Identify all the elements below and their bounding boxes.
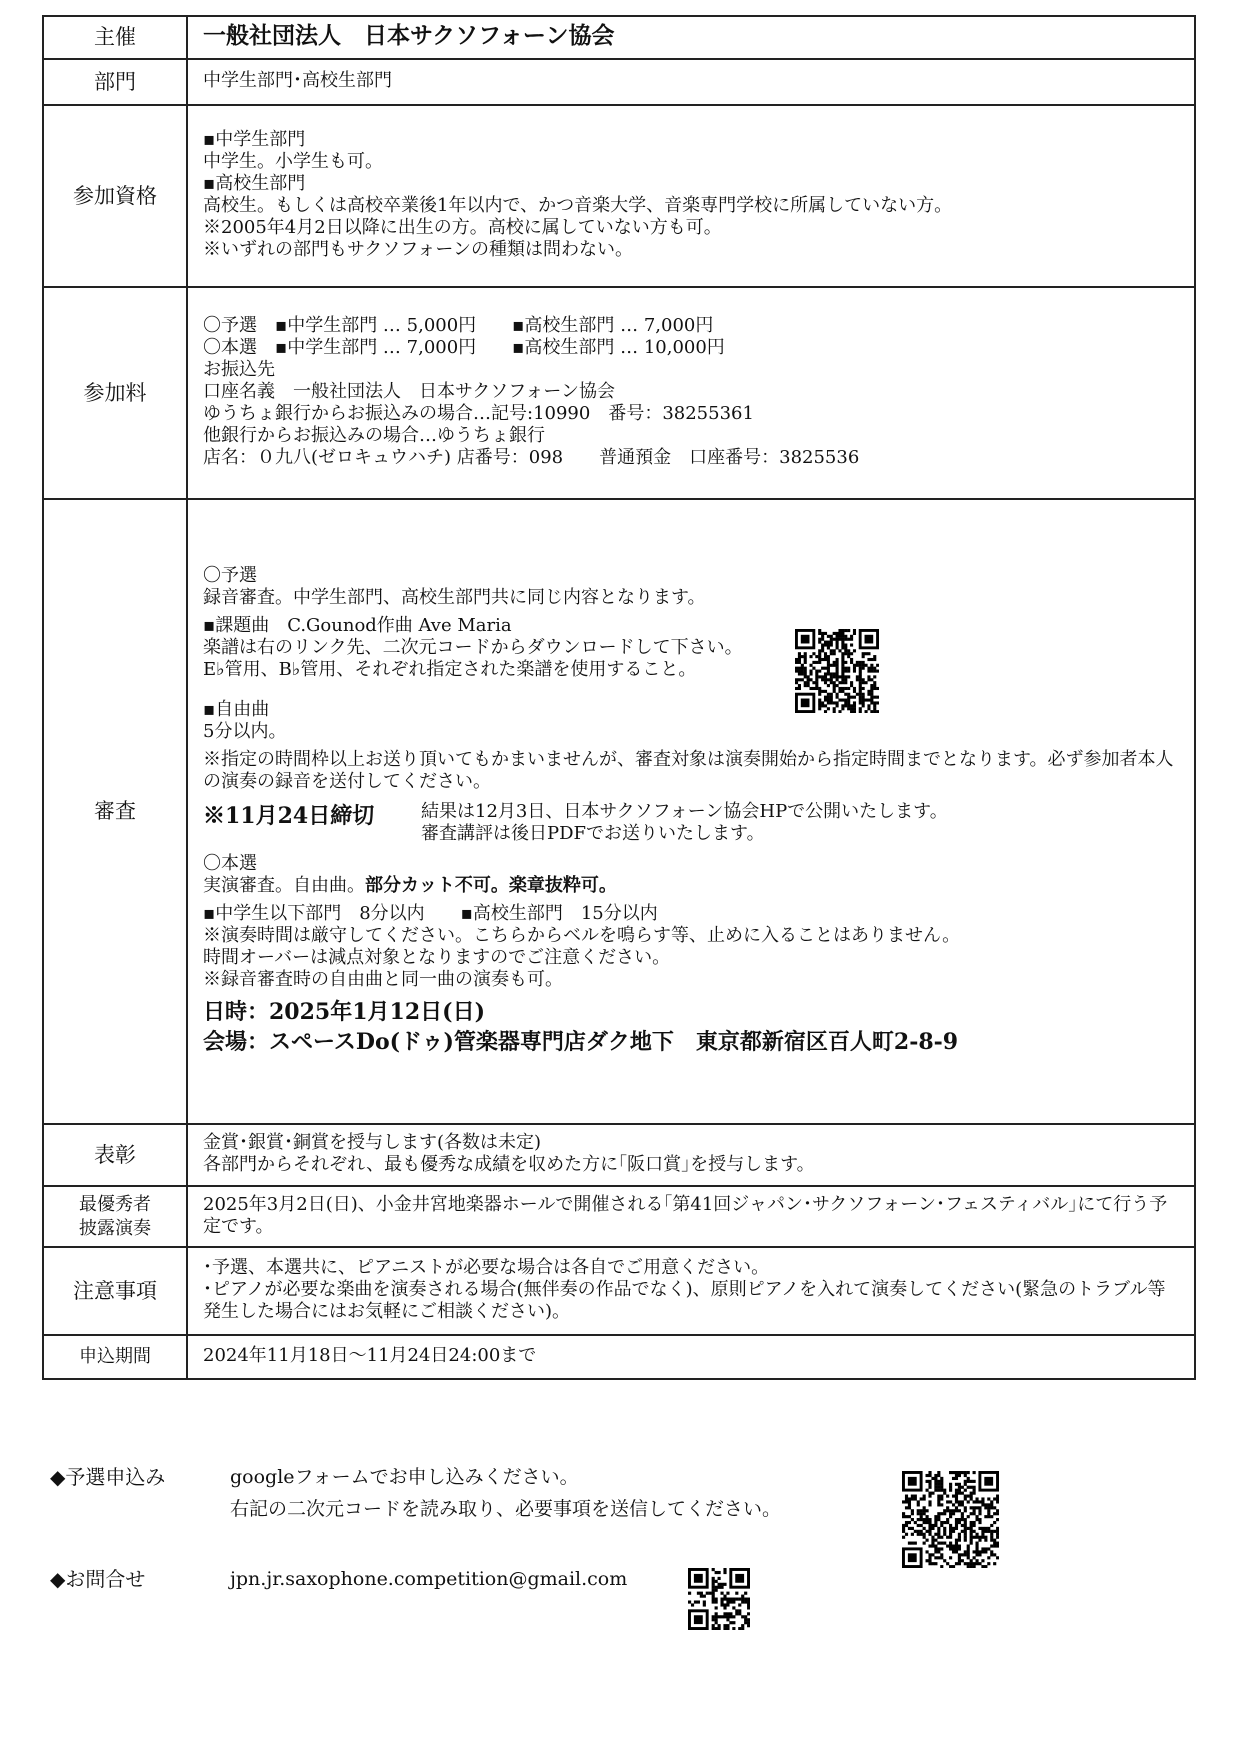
apply-text [230, 1464, 781, 1522]
eligibility-line: 中学生。小学生も可。 [203, 151, 383, 172]
exam-prelim [203, 565, 1180, 1057]
division-value: 中学生部門･高校生部門 [187, 59, 1195, 105]
apply-line: googleフォームでお申し込みください。 [230, 1466, 579, 1488]
eligibility-line: ※2005年4月2日以降に出生の方。高校に属していない方も可。 [203, 217, 722, 238]
final-note: ※演奏時間は厳守してください。こちらからベルを鳴らす等、止めに入ることはありません。 [203, 924, 961, 946]
final-note: 時間オーバーは減点対象となりますのでご注意ください。 [203, 946, 671, 968]
fee-line: 〇予選 ▪中学生部門 … 5,000円 ▪高校生部門 … 7,000円 [203, 315, 714, 336]
notes-line: ･ピアノが必要な楽曲を演奏される場合(無伴奏の作品でなく)、原則ピアノを入れて演奏してください(緊急のトラブル等発生した場合にはお気軽にご相談ください)。 [203, 1279, 1166, 1322]
info-table [42, 15, 1196, 1380]
contact-qr-code-icon[interactable] [688, 1568, 750, 1630]
set-piece: ▪課題曲 C.Gounod作曲 Ave Maria [203, 614, 512, 636]
final-heading: 〇本選 [203, 852, 257, 874]
free-piece-limit: 5分以内。 [203, 720, 287, 742]
row-showcase [43, 1186, 1195, 1247]
showcase-label-line: 披露演奏 [79, 1217, 151, 1239]
apply-section [50, 1464, 870, 1524]
period-label: 申込期間 [43, 1335, 187, 1379]
fee-line: ゆうちょ銀行からお振込みの場合…記号:10990 番号：38255361 [203, 403, 754, 424]
row-fee [43, 287, 1195, 499]
contact-section [50, 1566, 690, 1596]
showcase-label-line: 最優秀者 [79, 1193, 151, 1215]
eligibility-label: 参加資格 [43, 105, 187, 287]
row-division [43, 59, 1195, 105]
fee-line: お振込先 [203, 359, 275, 380]
deadline: ※11月24日締切 [203, 802, 375, 829]
row-period [43, 1335, 1195, 1379]
fee-line: 店名：０九八(ゼロキュウハチ) 店番号：098 普通預金 口座番号：3825536 [203, 447, 860, 468]
contact-label: ◆お問合せ [50, 1567, 146, 1591]
score-qr-code-icon[interactable] [795, 629, 879, 713]
apply-line: 右記の二次元コードを読み取り、必要事項を送信してください。 [230, 1498, 782, 1520]
organizer-value: 一般社団法人 日本サクソフォーン協会 [203, 21, 615, 49]
row-exam [43, 499, 1195, 1124]
final-text [203, 875, 1180, 897]
free-piece: ▪自由曲 [203, 698, 270, 720]
organizer-label: 主催 [43, 16, 187, 59]
award-line: 各部門からそれぞれ、最も優秀な成績を収めた方に｢阪口賞｣を授与します。 [203, 1154, 815, 1175]
set-piece-note: 楽譜は右のリンク先、二次元コードからダウンロードして下さい。 [203, 636, 743, 658]
apply-form-qr-code-icon[interactable] [902, 1471, 999, 1568]
exam-label: 審査 [43, 499, 187, 1124]
row-award [43, 1124, 1195, 1186]
free-piece-note: ※指定の時間枠以上お送り頂いてもかまいませんが、審査対象は演奏開始から指定時間までとなります。必ず参加者本人の演奏の録音を送付してください。 [203, 748, 1174, 792]
eligibility-line: ▪中学生部門 [203, 129, 306, 150]
result-line: 審査講評は後日PDFでお送りいたします。 [421, 822, 765, 844]
award-label: 表彰 [43, 1124, 187, 1186]
final-date: 日時：2025年1月12日(日) [203, 998, 485, 1025]
prelim-text: 録音審査。中学生部門、高校生部門共に同じ内容となります。 [203, 586, 706, 608]
fee-line: 他銀行からお振込みの場合…ゆうちょ銀行 [203, 425, 545, 446]
set-piece-note: E♭管用、B♭管用、それぞれ指定された楽譜を使用すること。 [203, 658, 697, 680]
final-text-a: 実演審査。自由曲。 [203, 874, 365, 896]
deadline-row [203, 801, 1180, 845]
division-label: 部門 [43, 59, 187, 105]
final-text-b: 部分カット不可。楽章抜粋可。 [365, 874, 617, 896]
final-time: ▪中学生以下部門 8分以内 ▪高校生部門 15分以内 [203, 902, 658, 924]
fee-label: 参加料 [43, 287, 187, 499]
final-venue: 会場：スペースDo(ドゥ)管楽器専門店ダク地下 東京都新宿区百人町2-8-9 [203, 1028, 959, 1055]
eligibility-line: ▪高校生部門 [203, 173, 306, 194]
fee-line: 〇本選 ▪中学生部門 … 7,000円 ▪高校生部門 … 10,000円 [203, 337, 725, 358]
showcase-text: 2025年3月2日(日)、小金井宮地楽器ホールで開催される｢第41回ジャパン･サクソフォーン･フェスティバル｣にて行う予定です。 [187, 1186, 1195, 1247]
showcase-label [43, 1186, 187, 1247]
contact-email[interactable]: jpn.jr.saxophone.competition@gmail.com [230, 1568, 628, 1590]
final-note: ※録音審査時の自由曲と同一曲の演奏も可。 [203, 968, 563, 990]
notes-line: ･予選、本選共に、ピアニストが必要な場合は各自でご用意ください。 [203, 1257, 770, 1278]
notes-label: 注意事項 [43, 1247, 187, 1335]
result-line: 結果は12月3日、日本サクソフォーン協会HPで公開いたします。 [421, 800, 948, 822]
apply-label: ◆予選申込み [50, 1465, 166, 1489]
row-eligibility [43, 105, 1195, 287]
row-notes [43, 1247, 1195, 1335]
eligibility-line: ※いずれの部門もサクソフォーンの種類は問わない。 [203, 239, 634, 260]
eligibility-line: 高校生。もしくは高校卒業後1年以内で、かつ音楽大学、音楽専門学校に所属していない方。 [203, 195, 953, 216]
row-organizer [43, 16, 1195, 59]
prelim-heading: 〇予選 [203, 564, 257, 586]
fee-line: 口座名義 一般社団法人 日本サクソフォーン協会 [203, 381, 616, 402]
period-value: 2024年11月18日～11月24日24:00まで [187, 1335, 1195, 1379]
award-line: 金賞･銀賞･銅賞を授与します(各数は未定) [203, 1132, 542, 1153]
